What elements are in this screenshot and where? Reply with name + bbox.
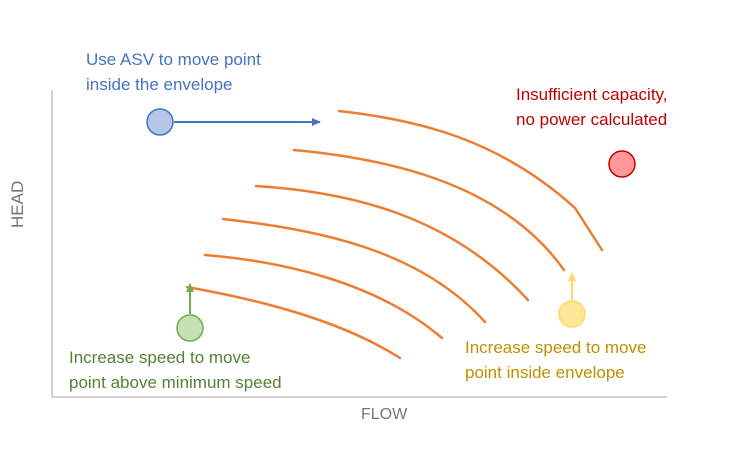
y-axis-label: HEAD (8, 180, 27, 228)
min-speed-point (177, 315, 203, 341)
x-axis-label: FLOW (361, 406, 408, 423)
asv-note-line2: inside the envelope (86, 75, 233, 94)
envelope-note-line1: Increase speed to move (465, 338, 647, 357)
asv-note-line1: Use ASV to move point (86, 50, 261, 69)
insufficient-note-line2: no power calculated (516, 110, 668, 129)
insufficient-note-line1: Insufficient capacity, (516, 85, 668, 104)
min-speed-note-line1: Increase speed to move (69, 348, 251, 367)
insufficient-note (516, 82, 668, 132)
outside-envelope-point (559, 301, 585, 327)
min-speed-note (69, 345, 282, 395)
envelope-note-line2: point inside envelope (465, 363, 625, 382)
asv-note (86, 47, 261, 97)
asv-point (147, 109, 173, 135)
min-speed-note-line2: point above minimum speed (69, 373, 282, 392)
envelope-note (465, 335, 646, 385)
insufficient-capacity-point (609, 151, 635, 177)
speed-curves (187, 111, 602, 358)
